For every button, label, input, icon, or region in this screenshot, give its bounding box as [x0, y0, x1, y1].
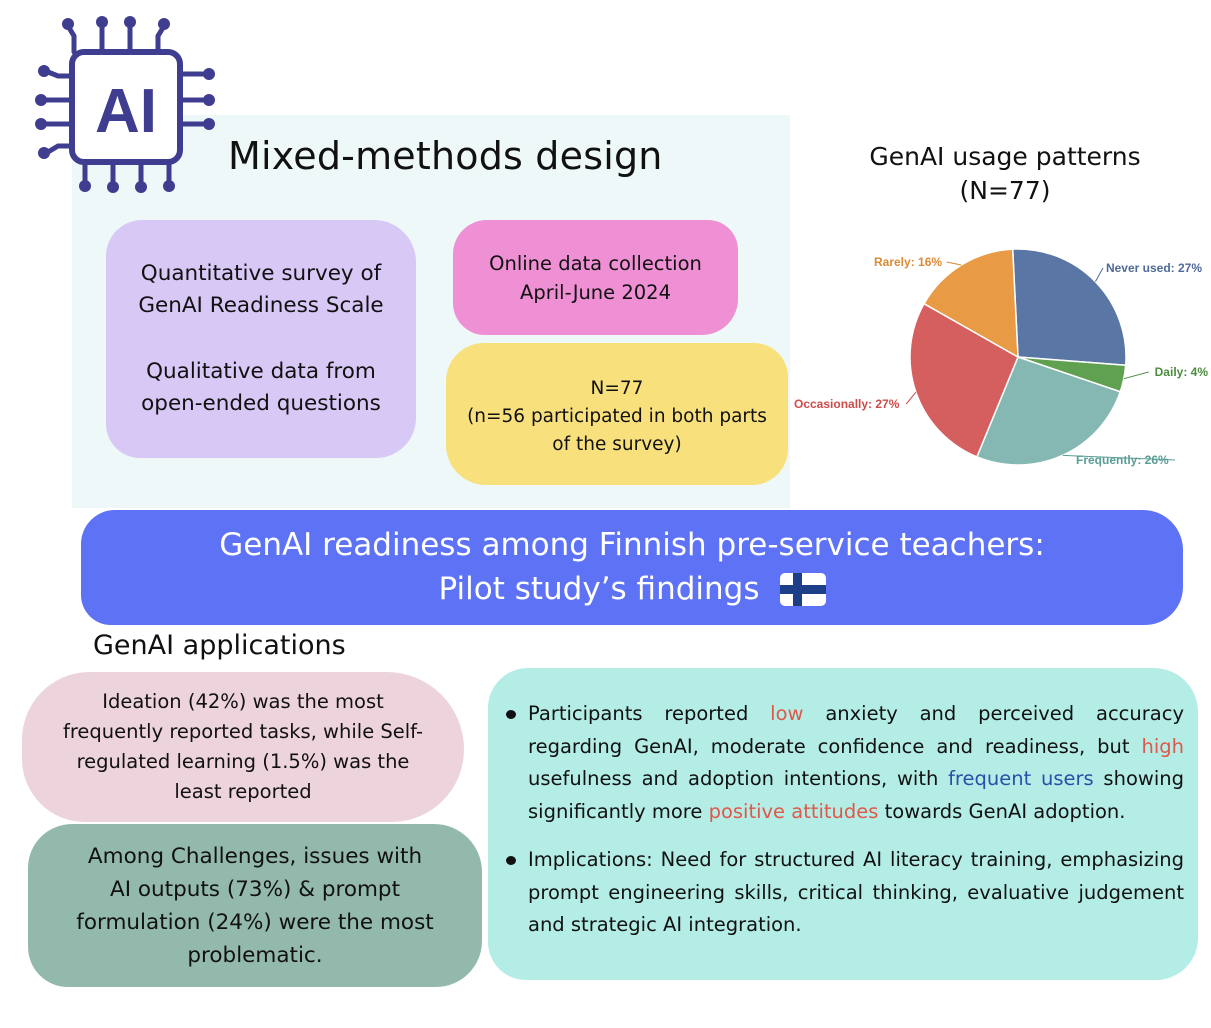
pie-label-never-used: Never used: 27%: [1105, 261, 1202, 275]
ai-logo-text: AI: [95, 77, 157, 146]
findings-bullet-1: [506, 698, 1184, 828]
sample-card: [446, 343, 788, 485]
challenges-line-3: formulation (24%) were the most: [76, 909, 434, 935]
pie-label-rarely: Rarely: 16%: [874, 255, 943, 269]
quant-line-2: GenAI Readiness Scale: [138, 293, 384, 318]
survey-methods-card: [106, 220, 416, 458]
pie-label-frequently: Frequently: 26%: [1076, 453, 1169, 467]
pie-label-occasionally: Occasionally: 27%: [794, 397, 900, 411]
banner-line-2: Pilot study’s findings: [438, 571, 760, 607]
pie-leader-line: [947, 262, 962, 265]
findings-card: [488, 668, 1198, 980]
pie-leader-line: [1124, 372, 1149, 379]
highlight-high: high: [1141, 734, 1184, 758]
applications-title: GenAI applications: [93, 630, 346, 661]
qual-line-1: Qualitative data from: [146, 359, 376, 384]
findings-text-2: Implications: Need for structured AI literacy training, emphasizing prompt engineering skills, critical thinking, evaluative judgement and strategic AI integration.: [528, 848, 1184, 936]
sample-line-2: (n=56 participated in both parts: [467, 406, 767, 427]
pie-label-daily: Daily: 4%: [1154, 365, 1208, 379]
pie-title-line-2: (N=77): [959, 176, 1051, 205]
pie-leader-line: [1095, 268, 1103, 282]
pie-title-line-1: GenAI usage patterns: [869, 142, 1141, 171]
bullet-dot-icon: [506, 856, 516, 865]
challenges-line-1: Among Challenges, issues with: [87, 843, 423, 869]
challenges-line-4: problematic.: [187, 942, 323, 968]
quant-line-1: Quantitative survey of: [140, 261, 382, 286]
collection-line-2: April-June 2024: [520, 280, 671, 304]
design-title: Mixed-methods design: [228, 134, 663, 178]
usage-pie-chart: [790, 240, 1210, 480]
finland-flag-icon: [780, 573, 826, 606]
bullet-dot-icon: [506, 710, 516, 719]
highlight-low: low: [770, 702, 804, 725]
study-banner: [81, 510, 1183, 625]
ai-chip-icon: [30, 14, 220, 196]
collection-line-1: Online data collection: [489, 251, 702, 275]
findings-bullet-2: [506, 844, 1184, 942]
data-collection-card: [453, 220, 738, 335]
challenges-line-2: AI outputs (73%) & prompt: [109, 876, 401, 902]
banner-line-1: GenAI readiness among Finnish pre-service teachers:: [219, 527, 1045, 563]
findings-text-1: Participants reported low anxiety and perceived accuracy regarding GenAI, moderate confidence and readiness, but high usefulness and adoption intentions, with frequent users showing significantly more positive attitudes towards GenAI adoption.: [528, 702, 1184, 823]
challenges-card: [28, 824, 482, 987]
highlight-frequent-users: frequent users: [948, 767, 1094, 790]
pie-leader-line: [906, 392, 916, 404]
sample-line-1: N=77: [590, 378, 644, 399]
highlight-positive-attitudes: positive attitudes: [708, 799, 879, 823]
ideation-card: [22, 672, 464, 822]
ideation-text: Ideation (42%) was the most frequently reported tasks, while Self-regulated learning (1.5%) was the least reported: [62, 690, 424, 803]
qual-line-2: open-ended questions: [141, 391, 381, 416]
pie-chart-title: [850, 140, 1160, 208]
sample-line-3: of the survey): [552, 434, 682, 455]
